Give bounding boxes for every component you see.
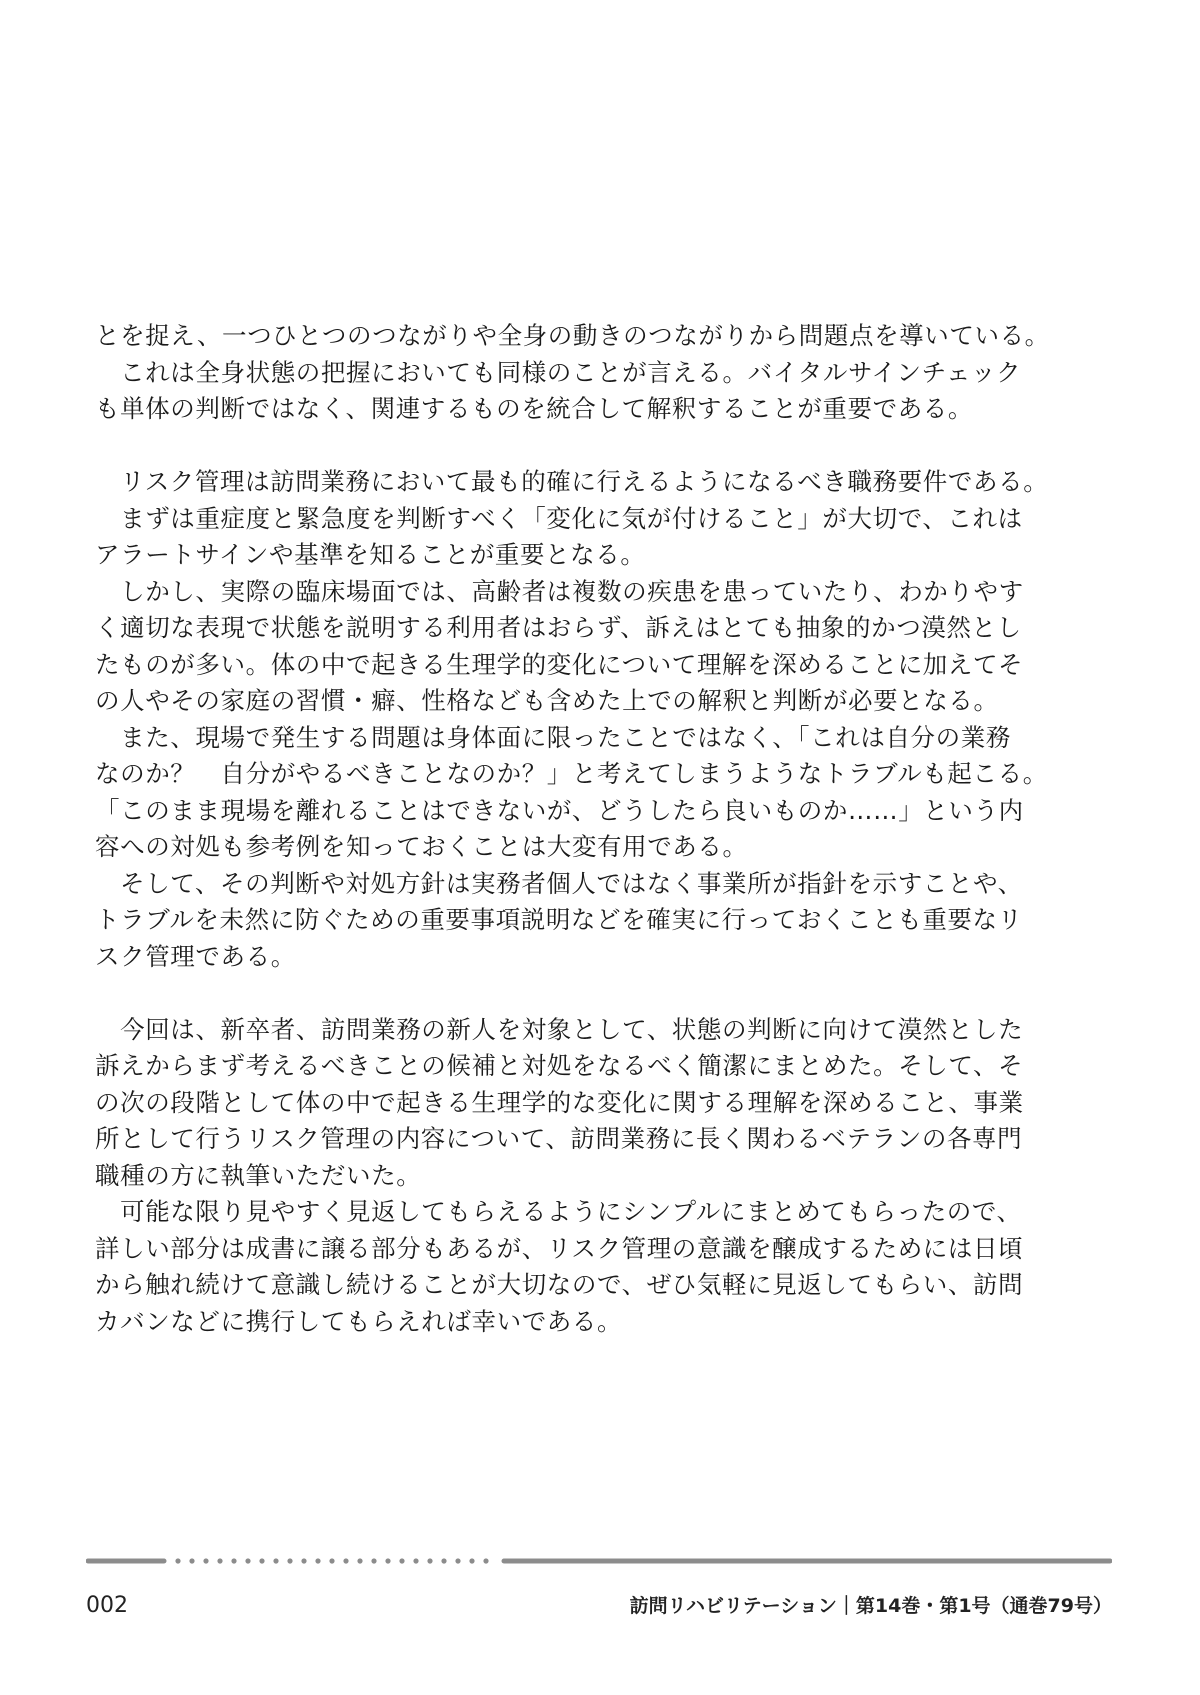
text-line: 訴えからまず考えるべきことの候補と対処をなるべく簡潔にまとめた。そして、そ	[95, 1051, 1024, 1080]
text-line: 詳しい部分は成書に譲る部分もあるが、リスク管理の意識を醸成するためには日頃	[95, 1233, 1024, 1263]
text-line: スク管理である。	[95, 941, 296, 971]
text-line: なのか？ 自分がやるべきことなのか？」と考えてしまうようなトラブルも起こる。	[95, 759, 1048, 788]
text-line: トラブルを未然に防ぐための重要事項説明などを確実に行っておくことも重要なリ	[95, 905, 1023, 934]
text-line: 「このまま現場を離れることはできないが、どうしたら良いものか……」という内	[95, 795, 1024, 825]
footer-divider-dot	[441, 1558, 446, 1563]
footer-divider-dot	[385, 1558, 390, 1563]
text-line: の人やその家庭の習慣・癖、性格なども含めた上での解釈と判断が必要となる。	[95, 686, 999, 715]
footer-divider-dot	[329, 1558, 334, 1563]
footer-divider-dot	[399, 1558, 404, 1563]
footer-divider-dot	[343, 1558, 348, 1563]
text-line: 職種の方に執筆いただいた。	[95, 1160, 422, 1190]
footer-divider-dot	[483, 1558, 488, 1563]
text-line: とを捉え、一つひとつのつながりや全身の動きのつながりから問題点を導いている。	[95, 321, 1050, 350]
running-head-journal-title: 訪問リハビリテーション｜第14巻・第1号（通巻79号）	[629, 1595, 1112, 1617]
footer-divider-dot	[357, 1558, 362, 1563]
text-line: そして、その判断や対処方針は実務者個人ではなく事業所が指針を示すことや、	[95, 868, 1023, 898]
paragraph-gap	[95, 975, 965, 1012]
footer-divider-dot	[245, 1558, 250, 1563]
text-line: リスク管理は訪問業務において最も的確に行えるようになるべき職務要件である。	[95, 467, 1049, 496]
text-line: 容への対処も参考例を知っておくことは大変有用である。	[95, 832, 748, 861]
text-line: しかし、実際の臨床場面では、高齢者は複数の疾患を患っていたり、わかりやす	[95, 576, 1024, 606]
footer-divider-dot	[455, 1558, 460, 1563]
paragraph-block-3	[95, 1012, 1024, 1341]
footer-divider-dot	[301, 1558, 306, 1563]
footer-divider-dot	[273, 1558, 278, 1563]
footer-divider-dot	[175, 1558, 180, 1563]
paragraph-gap	[95, 428, 965, 465]
footer-divider	[86, 1556, 1112, 1566]
text-line: また、現場で発生する問題は身体面に限ったことではなく、「これは自分の業務	[95, 722, 1011, 752]
text-line: 可能な限り見やすく見返してもらえるようにシンプルにまとめてもらったので、	[95, 1197, 1022, 1226]
footer-divider-dot	[203, 1558, 208, 1563]
text-line: アラートサインや基準を知ることが重要となる。	[95, 540, 646, 569]
footer-divider-dot	[231, 1558, 236, 1563]
footer-divider-dot	[413, 1558, 418, 1563]
page-number: 002	[86, 1593, 128, 1618]
footer-divider-dots	[175, 1558, 488, 1563]
footer-divider-dot	[427, 1558, 432, 1563]
text-line: これは全身状態の把握においても同様のことが言える。バイタルサインチェック	[95, 357, 1022, 387]
text-line: 今回は、新卒者、訪問業務の新人を対象として、状態の判断に向けて漠然とした	[95, 1014, 1024, 1044]
paragraph-block-2	[95, 464, 1049, 975]
text-line: 所として行うリスク管理の内容について、訪問業務に長く関わるベテランの各専門	[95, 1124, 1023, 1153]
text-line: く適切な表現で状態を説明する利用者はおらず、訴えはとても抽象的かつ漠然とし	[95, 613, 1022, 642]
footer-divider-dot	[287, 1558, 292, 1563]
text-line: たものが多い。体の中で起きる生理学的変化について理解を深めることに加えてそ	[95, 649, 1024, 679]
text-line: も単体の判断ではなく、関連するものを統合して解釈することが重要である。	[95, 394, 974, 423]
footer-divider-dot	[469, 1558, 474, 1563]
footer-divider-dot	[189, 1558, 194, 1563]
text-line: から触れ続けて意識し続けることが大切なので、ぜひ気軽に見返してもらい、訪問	[95, 1270, 1024, 1299]
text-line: の次の段階として体の中で起きる生理学的な変化に関する理解を深めること、事業	[95, 1087, 1024, 1117]
text-line: まずは重症度と緊急度を判断すべく「変化に気が付けること」が大切で、これは	[95, 503, 1023, 533]
footer-divider-dot	[371, 1558, 376, 1563]
footer-divider-dot	[217, 1558, 222, 1563]
footer-divider-dot	[315, 1558, 320, 1563]
footer-divider-dot	[259, 1558, 264, 1563]
paragraph-block-1	[95, 318, 1050, 428]
article-body	[95, 318, 1050, 1340]
text-line: カバンなどに携行してもらえれば幸いである。	[95, 1306, 623, 1336]
